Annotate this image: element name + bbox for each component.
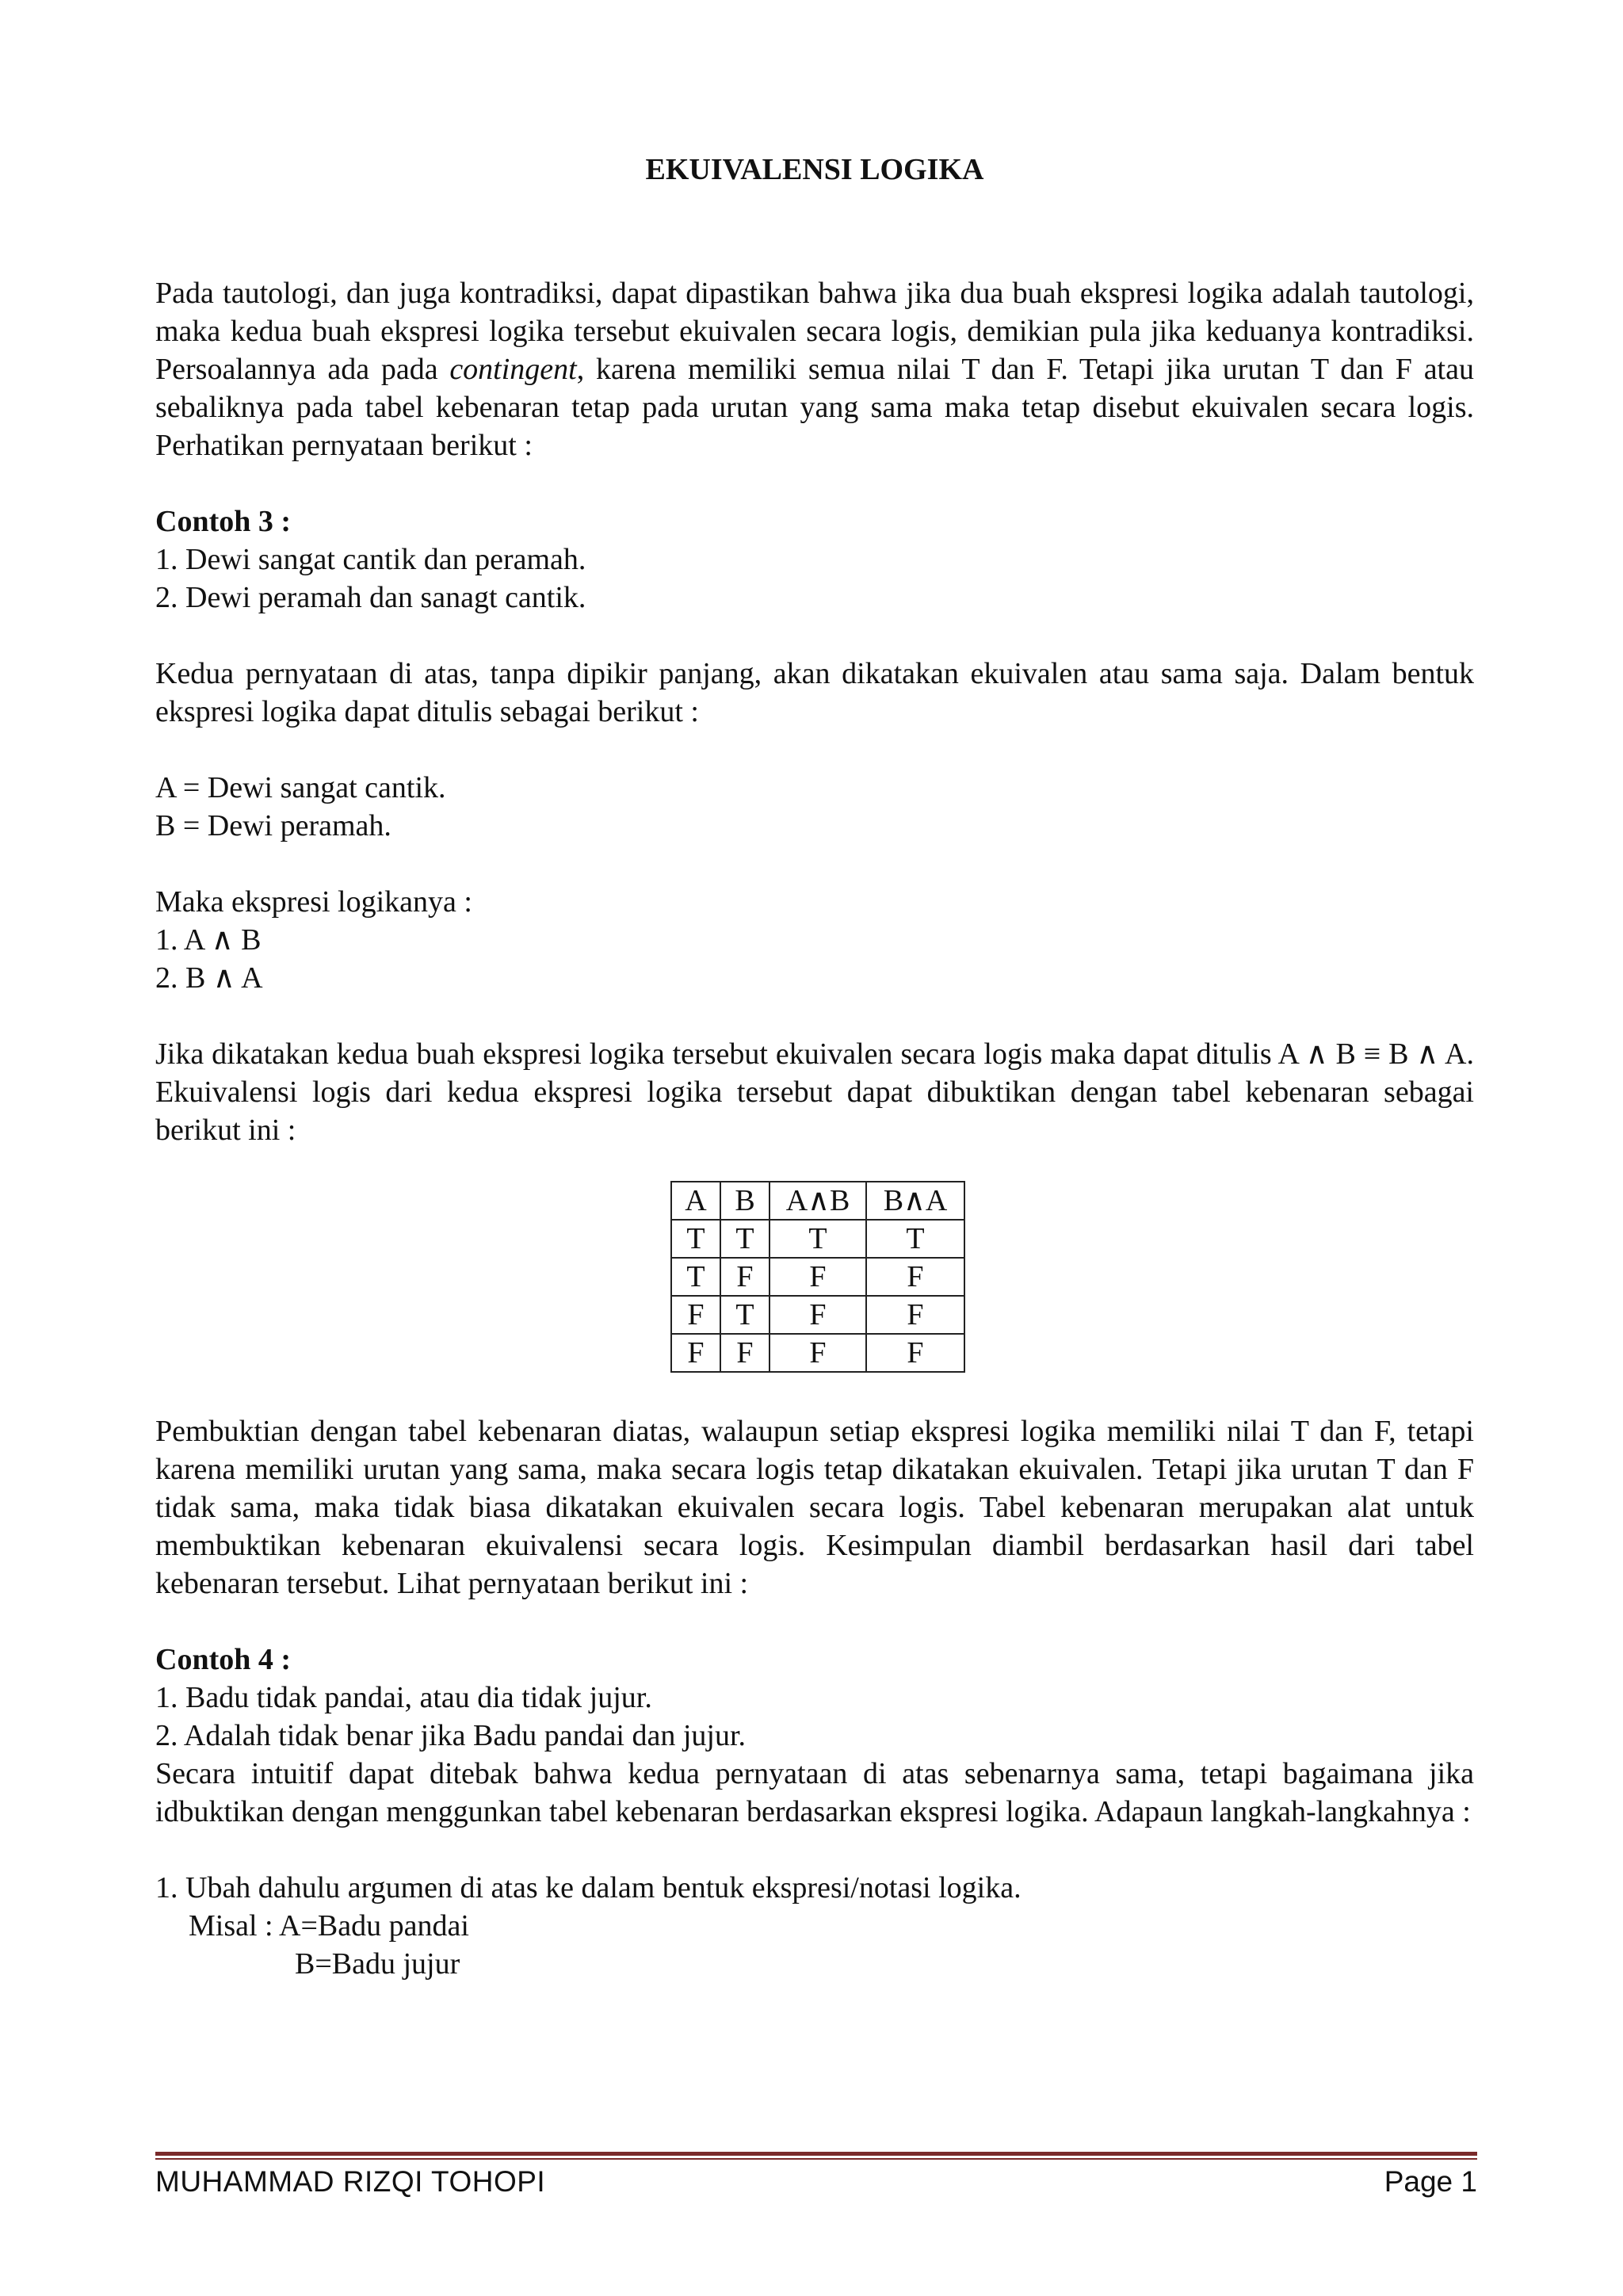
truth-table-cell: F (671, 1296, 720, 1334)
truth-table-cell: F (720, 1258, 769, 1296)
example3-item-2: 2. Dewi peramah dan sanagt cantik. (155, 581, 586, 614)
intro-text-2: , karena memiliki semua nilai T dan F. Tetapi jika urutan T dan F atau sebaliknya pada tabel kebenaran tetap pada urutan yang sama maka tetap disebut ekuivalen secara logis. Perhatikan pernyataan berikut : (155, 353, 1474, 462)
intro-paragraph (155, 274, 1474, 464)
truth-table-cell: T (671, 1220, 720, 1258)
truth-table-cell: T (671, 1258, 720, 1296)
footer-page-number: Page 1 (1384, 2165, 1477, 2198)
step-1-example-a: Misal : A=Badu pandai (189, 1909, 469, 1943)
truth-table-header-row (671, 1182, 964, 1220)
footer-author: MUHAMMAD RIZQI TOHOPI (155, 2165, 546, 2198)
truth-table-cell: F (769, 1296, 866, 1334)
truth-table-cell: F (720, 1334, 769, 1372)
truth-table-header: B (720, 1182, 769, 1220)
truth-table-row (671, 1334, 964, 1372)
example4-item-1: 1. Badu tidak pandai, atau dia tidak jujur. (155, 1681, 652, 1714)
truth-table-row (671, 1296, 964, 1334)
truth-table-header: A∧B (769, 1182, 866, 1220)
page-content (155, 151, 1474, 1983)
intro-italic-term: contingent (449, 353, 577, 386)
truth-table-cell: F (866, 1258, 964, 1296)
step-1-example-b: B=Badu jujur (295, 1947, 460, 1981)
truth-table-cell: T (720, 1220, 769, 1258)
proof-paragraph: Jika dikatakan kedua buah ekspresi logika tersebut ekuivalen secara logis maka dapat ditulis A ∧ B ≡ B ∧ A. Ekuivalensi logis dari kedua ekspresi logika tersebut dapat dibuktikan dengan tabel kebenaran sebagai berikut ini : (155, 1037, 1474, 1147)
expression-2: 2. B ∧ A (155, 961, 263, 995)
truth-table-cell: F (671, 1334, 720, 1372)
truth-table-cell: T (769, 1220, 866, 1258)
truth-table-cell: T (866, 1220, 964, 1258)
footer-rule-thin (155, 2158, 1477, 2160)
truth-table-cell: T (720, 1296, 769, 1334)
conclusion-paragraph: Pembuktian dengan tabel kebenaran diatas, walaupun setiap ekspresi logika memiliki nilai T dan F, tetapi karena memiliki urutan yang sama, maka secara logis tetap dikatakan ekuivalen. Tetapi jika urutan T dan F tidak sama, maka tidak biasa dikatakan ekuivalen secara logis. Tabel kebenaran merupakan alat untuk membuktikan kebenaran ekuivalensi secara logis. Kesimpulan diambil berdasarkan hasil dari tabel kebenaran tersebut. Lihat pernyataan berikut ini : (155, 1415, 1474, 1600)
definition-a: A = Dewi sangat cantik. (155, 771, 446, 804)
truth-table-cell: F (866, 1334, 964, 1372)
truth-table-row (671, 1220, 964, 1258)
truth-table-cell: F (769, 1334, 866, 1372)
page-title: EKUIVALENSI LOGIKA (645, 153, 984, 186)
definition-b: B = Dewi peramah. (155, 809, 391, 842)
intro-text-1: Pada tautologi, dan juga kontradiksi, dapat dipastikan bahwa jika dua buah ekspresi logika adalah tautologi, maka kedua buah ekspresi logika tersebut ekuivalen secara logis, demikian pula jika keduanya kontradiksi. Persoalannya ada pada (155, 277, 1474, 386)
expression-intro: Maka ekspresi logikanya : (155, 885, 472, 919)
truth-table-cell: F (866, 1296, 964, 1334)
example4-paragraph: Secara intuitif dapat ditebak bahwa kedua pernyataan di atas sebenarnya sama, tetapi bagaimana jika idbuktikan dengan menggunkan tabel kebenaran berdasarkan ekspresi logika. Adapaun langkah-langkahnya : (155, 1757, 1474, 1828)
equivalence-paragraph: Kedua pernyataan di atas, tanpa dipikir panjang, akan dikatakan ekuivalen atau sama saja. Dalam bentuk ekspresi logika dapat ditulis sebagai berikut : (155, 657, 1474, 728)
truth-table-header: A (671, 1182, 720, 1220)
truth-table-cell: F (769, 1258, 866, 1296)
truth-table (670, 1181, 965, 1373)
example4-item-2: 2. Adalah tidak benar jika Badu pandai dan jujur. (155, 1719, 747, 1752)
step-1: 1. Ubah dahulu argumen di atas ke dalam bentuk ekspresi/notasi logika. (155, 1871, 1022, 1904)
expression-1: 1. A ∧ B (155, 923, 262, 957)
truth-table-wrapper (155, 1181, 1474, 1373)
example3-heading: Contoh 3 : (155, 505, 292, 538)
truth-table-row (671, 1258, 964, 1296)
truth-table-header: B∧A (866, 1182, 964, 1220)
footer-rule (155, 2152, 1477, 2156)
example4-heading: Contoh 4 : (155, 1643, 292, 1676)
example3-item-1: 1. Dewi sangat cantik dan peramah. (155, 543, 586, 576)
